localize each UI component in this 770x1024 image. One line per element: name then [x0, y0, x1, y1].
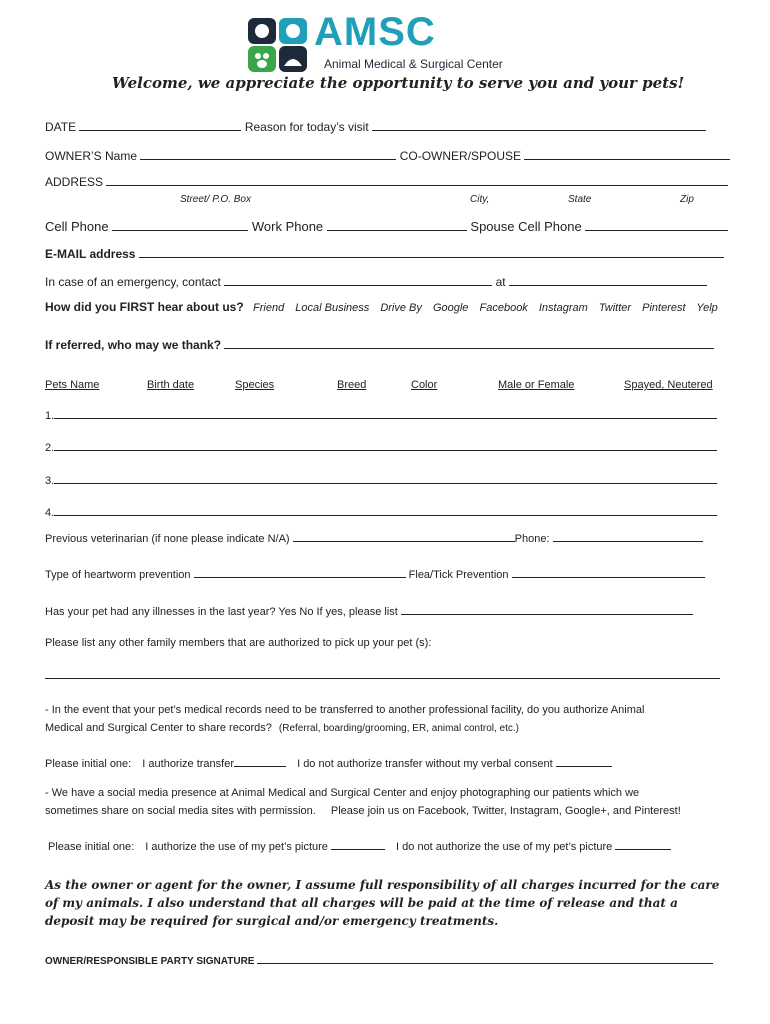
- prev-vet-phone-field[interactable]: [553, 529, 703, 542]
- reason-label: Reason for today’s visit: [244, 120, 369, 134]
- social-line1: - We have a social media presence at Animal Medical and Surgical Center and enjoy photographing our patients which we: [45, 787, 640, 799]
- cell-label: Cell Phone: [45, 219, 109, 234]
- prev-vet-label: Previous veterinarian (if none please indicate N/A): [45, 533, 290, 545]
- pet-row-field[interactable]: [54, 406, 717, 419]
- owner-label: OWNER’S Name: [45, 149, 138, 163]
- at-label: at: [495, 275, 506, 289]
- prev-vet-field[interactable]: [293, 529, 515, 542]
- flea-field[interactable]: [512, 565, 705, 578]
- prev-vet-phone-label: Phone:: [514, 533, 550, 545]
- logo: [246, 10, 503, 76]
- illness-field[interactable]: [401, 602, 693, 615]
- address-field[interactable]: [106, 173, 728, 186]
- date-label: DATE: [45, 120, 77, 134]
- state-label: State: [568, 194, 592, 205]
- family-label: Please list any other family members that are authorized to pick up your pet (s):: [45, 637, 432, 649]
- logo-subtitle: Animal Medical & Surgical Center: [324, 57, 503, 71]
- emergency-label: In case of an emergency, contact: [45, 275, 221, 289]
- email-label: E-MAIL address: [45, 247, 136, 261]
- pets-header-name: Pets Name: [45, 379, 100, 391]
- initial2-label: Please initial one:: [48, 841, 135, 853]
- pet-row-field[interactable]: [54, 503, 717, 516]
- transfer-note: (Referral, boarding/grooming, ER, animal control, etc.): [278, 723, 520, 734]
- signature-field[interactable]: [257, 951, 713, 964]
- spouse-cell-field[interactable]: [585, 218, 728, 231]
- not-authorize-transfer-label: I do not authorize transfer without my verbal consent: [297, 758, 553, 770]
- initial1-label: Please initial one:: [45, 758, 132, 770]
- pet-row-field[interactable]: [54, 471, 717, 484]
- heartworm-label: Type of heartworm prevention: [45, 569, 191, 581]
- source-option[interactable]: Yelp: [696, 302, 718, 314]
- owner-field[interactable]: [140, 147, 396, 160]
- coowner-label: CO-OWNER/SPOUSE: [399, 149, 522, 163]
- date-field[interactable]: [79, 118, 241, 131]
- pet-row-field[interactable]: [54, 438, 717, 451]
- work-label: Work Phone: [251, 219, 324, 234]
- emergency-phone-field[interactable]: [509, 273, 707, 286]
- authorize-picture-label: I authorize the use of my pet’s picture: [145, 841, 328, 853]
- not-authorize-picture-field[interactable]: [615, 837, 671, 850]
- pet-row-number: 4.: [45, 507, 55, 519]
- social-line2a: sometimes share on social media sites with permission.: [45, 805, 316, 817]
- pet-row: [45, 406, 717, 422]
- source-option[interactable]: Drive By: [380, 302, 422, 314]
- source-option[interactable]: Pinterest: [642, 302, 686, 314]
- referred-label: If referred, who may we thank?: [45, 338, 222, 352]
- pets-header-species: Species: [235, 379, 275, 391]
- reason-field[interactable]: [372, 118, 706, 131]
- source-option[interactable]: Instagram: [538, 302, 588, 314]
- pets-header-spayed: Spayed, Neutered: [624, 379, 713, 391]
- pet-row-number: 3.: [45, 475, 55, 487]
- emergency-field[interactable]: [224, 273, 492, 286]
- logo-name: AMSC: [314, 10, 436, 54]
- address-label: ADDRESS: [45, 175, 104, 189]
- family-field[interactable]: [45, 678, 720, 679]
- pet-row-number: 1.: [45, 410, 55, 422]
- cell-field[interactable]: [112, 218, 248, 231]
- authorize-transfer-field[interactable]: [234, 754, 286, 767]
- email-field[interactable]: [139, 245, 724, 258]
- coowner-field[interactable]: [524, 147, 730, 160]
- source-options: [253, 302, 726, 314]
- not-authorize-picture-label: I do not authorize the use of my pet’s picture: [396, 841, 613, 853]
- source-option[interactable]: Twitter: [598, 302, 632, 314]
- logo-animal-icon: [246, 16, 310, 74]
- authorize-transfer-label: I authorize transfer: [142, 758, 235, 770]
- signature-label: OWNER/RESPONSIBLE PARTY SIGNATURE: [45, 956, 255, 967]
- source-option[interactable]: Google: [432, 302, 469, 314]
- pets-header-color: Color: [411, 379, 438, 391]
- flea-label: Flea/Tick Prevention: [408, 569, 509, 581]
- pet-row-number: 2.: [45, 442, 55, 454]
- spouse-cell-label: Spouse Cell Phone: [470, 219, 582, 234]
- illness-label: Has your pet had any illnesses in the last year? Yes No If yes, please list: [45, 606, 398, 618]
- source-option[interactable]: Friend: [253, 302, 285, 314]
- street-label: Street/ P.O. Box: [180, 194, 251, 205]
- transfer-question-line2: Medical and Surgical Center to share records?: [45, 722, 272, 734]
- referred-field[interactable]: [224, 336, 714, 349]
- pet-row: [45, 471, 717, 487]
- not-authorize-transfer-field[interactable]: [556, 754, 612, 767]
- pet-row: [45, 438, 717, 454]
- pets-header-sex: Male or Female: [498, 379, 575, 391]
- source-option[interactable]: Local Business: [295, 302, 370, 314]
- pets-header-breed: Breed: [337, 379, 367, 391]
- welcome-heading: Welcome, we appreciate the opportunity to serve you and your pets!: [112, 74, 685, 92]
- heartworm-field[interactable]: [194, 565, 406, 578]
- pets-header-birth: Birth date: [147, 379, 195, 391]
- city-label: City,: [470, 194, 490, 205]
- responsibility-statement: As the owner or agent for the owner, I assume full responsibility of all charges incurred for the care of my animals. I also understand that all charges will be paid at the time of release and that a deposit may be required for surgical and/or emergency treatments.: [45, 878, 720, 928]
- zip-label: Zip: [680, 194, 694, 205]
- social-line2b: Please join us on Facebook, Twitter, Instagram, Google+, and Pinterest!: [330, 805, 681, 817]
- hear-label: How did you FIRST hear about us?: [45, 300, 244, 314]
- transfer-question-line1: - In the event that your pet’s medical records need to be transferred to another professional facility, do you authorize Animal: [45, 704, 645, 716]
- authorize-picture-field[interactable]: [331, 837, 385, 850]
- work-field[interactable]: [327, 218, 467, 231]
- source-option[interactable]: Facebook: [479, 302, 528, 314]
- pet-row: [45, 503, 717, 519]
